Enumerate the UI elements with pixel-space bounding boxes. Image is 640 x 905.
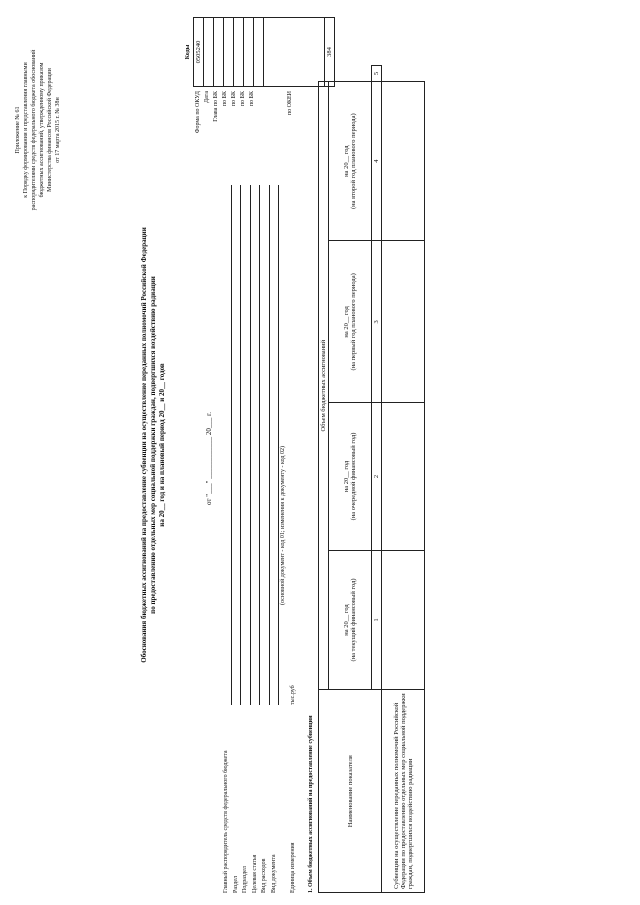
- value-cell: [382, 550, 425, 690]
- code-cell: [254, 18, 264, 87]
- title-line-2: по предоставлению отдельных мер социальной поддержки граждан, подвергшихся воздействию радиации: [149, 276, 157, 614]
- form-field-label: Главный распорядитель средств федерального бюджета: [223, 750, 229, 893]
- code-label: Дата: [204, 91, 210, 103]
- form-field-label: Вид расходов: [261, 858, 267, 893]
- col-number: 2: [372, 403, 382, 550]
- okei-label: по ОКЕИ: [287, 91, 293, 116]
- unit-label: Единица измерения: [290, 842, 296, 893]
- section-1-heading: 1. Объем бюджетных ассигнований на предоставление субвенции: [308, 715, 314, 893]
- code-label: Форма по ОКУД: [195, 91, 201, 134]
- col-year: на 20__ год: [343, 604, 350, 636]
- col-number: 5: [372, 66, 382, 82]
- form-field-label: Целевая статья: [251, 854, 258, 893]
- form-field-label: Подраздел: [242, 866, 248, 893]
- row-label-line: Федерации по предоставлению отдельных мер социальной поддержки: [399, 693, 407, 889]
- code-label: по БК: [222, 91, 228, 107]
- field-underline: [278, 185, 279, 705]
- appendix-line: бюджетных ассигнований, утвержденному приказом: [39, 62, 45, 198]
- doc-type-hint: (основной документ - код 01; изменения к документу - код 02): [280, 446, 286, 605]
- appendix-line: распорядителями средств федерального бюджета обоснований: [31, 49, 37, 211]
- appendix-line: к Порядку формирования и представления главными: [23, 62, 29, 198]
- title-line-1: Обоснования бюджетных ассигнований на предоставление субвенции на осуществление переданных полномочий Российской Федерации: [140, 227, 148, 663]
- appendix-note: [14, 15, 62, 245]
- code-label: Глава по БК: [213, 91, 219, 122]
- form-field-label: Раздел: [232, 876, 239, 893]
- col-header-name: Наименование показателя: [319, 690, 382, 893]
- value-cell: [382, 403, 425, 550]
- col-desc: (на текущий финансовый год): [350, 578, 357, 662]
- codes-table: [193, 17, 335, 87]
- code-cell: [244, 18, 254, 87]
- date-line: от "___" ____________ 20___ г.: [205, 411, 213, 505]
- code-label: по БК: [231, 91, 237, 107]
- value-cell: [382, 81, 425, 240]
- appendix-line: Министерства финансов Российской Федерации: [47, 68, 53, 192]
- col-number: 4: [372, 81, 382, 240]
- okei-value: 384: [325, 18, 335, 87]
- field-underline: [231, 185, 232, 705]
- allocations-table: [318, 65, 425, 893]
- col-header: [329, 403, 372, 550]
- row-label-line: граждан, подвергшихся воздействию радиации: [406, 758, 414, 889]
- field-underline: [259, 185, 260, 705]
- appendix-line: от 17 марта 2015 г. № 38н: [55, 97, 61, 163]
- row-label: [382, 690, 425, 893]
- code-cell: [224, 18, 234, 87]
- appendix-line: Приложение № 61: [15, 106, 21, 154]
- code-cell: [214, 18, 224, 87]
- code-cell: [204, 18, 214, 87]
- unit-value: тыс.руб: [290, 685, 296, 705]
- col-year: на 20__ год: [343, 460, 350, 493]
- field-underline: [250, 185, 251, 705]
- col-desc: (на первый год планового периода): [350, 273, 357, 371]
- col-header: [329, 550, 372, 690]
- code-cell-blank: [264, 18, 325, 87]
- col-header: [329, 241, 372, 403]
- col-group-header: Объем бюджетных ассигнований: [319, 81, 329, 689]
- code-cell: [234, 18, 244, 87]
- col-desc: (на очередной финансовый год): [350, 432, 357, 521]
- col-number: 3: [372, 241, 382, 403]
- col-year: на 20__ год: [343, 306, 350, 338]
- col-desc: (на второй год планового периода): [350, 113, 357, 210]
- code-label: по БК: [249, 91, 255, 107]
- row-label-line: Субвенции на осуществление переданных полномочий Российской: [392, 702, 400, 889]
- field-underline: [269, 185, 270, 705]
- code-cell: 0505240: [194, 18, 204, 87]
- document-title: [140, 165, 167, 725]
- form-field-labels: [222, 751, 279, 893]
- field-underline: [240, 185, 241, 705]
- form-field-label: Вид документа: [270, 854, 277, 893]
- codes-labels: [194, 91, 257, 175]
- col-header: [329, 81, 372, 240]
- codes-header: Коды: [185, 44, 191, 60]
- code-label: по БК: [240, 91, 246, 107]
- title-line-3: на 20__ год и на плановый период 20__ и 20__ годов: [158, 363, 166, 527]
- value-cell: [382, 241, 425, 403]
- col-year: на 20__ год: [343, 145, 350, 177]
- col-number: 1: [372, 550, 382, 690]
